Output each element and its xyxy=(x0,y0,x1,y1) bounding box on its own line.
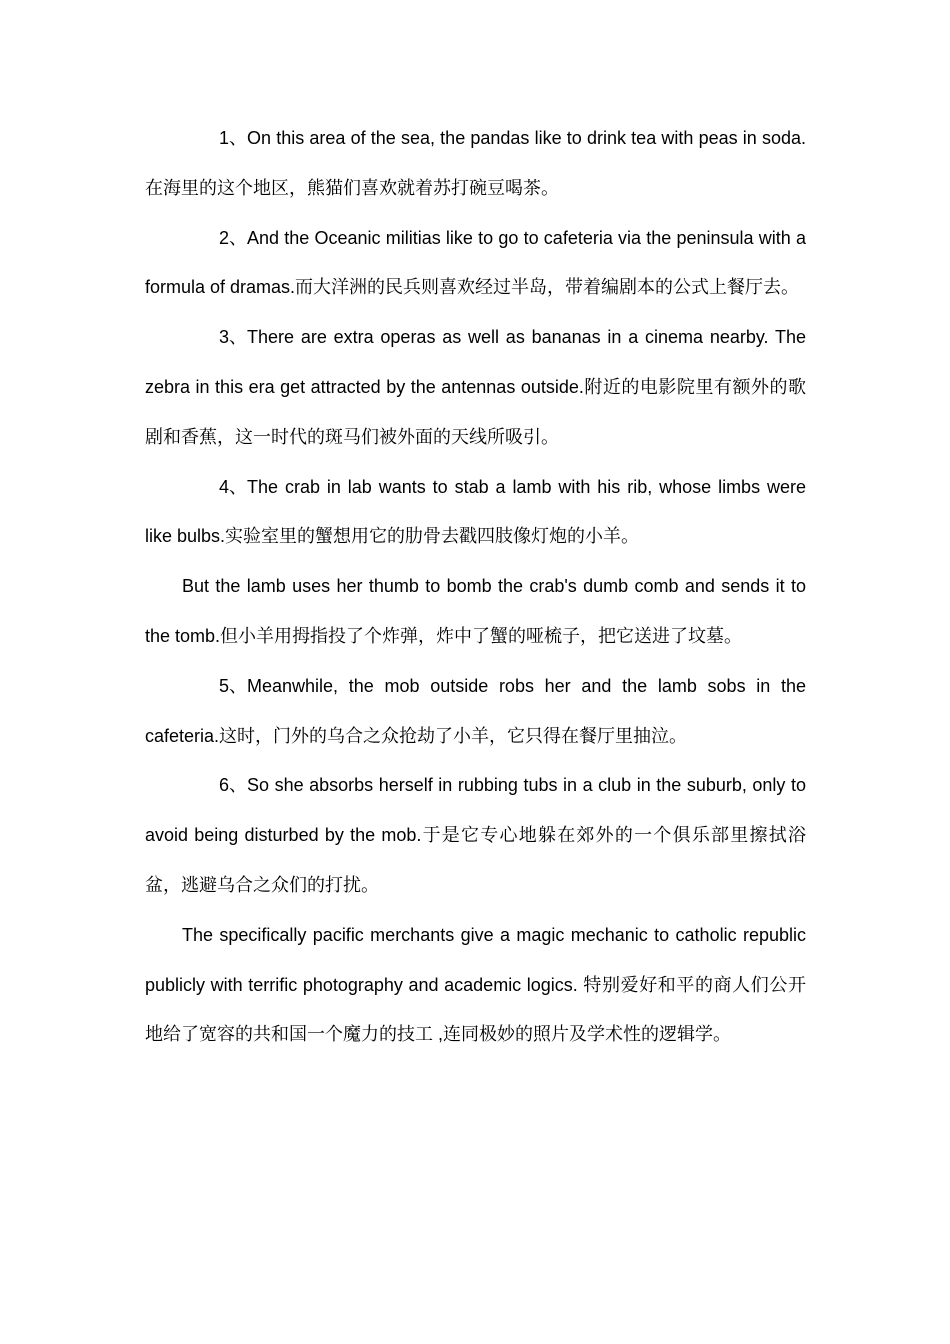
paragraph-text: The crab in lab wants to stab a lamb with his rib, whose limbs were like bulbs.实验室里的蟹想用它的肋骨去戳四肢像灯炮的小羊。 xyxy=(145,476,806,547)
paragraph-4 xyxy=(145,463,806,563)
paragraph-4-continued xyxy=(145,562,806,662)
paragraph-text: Meanwhile, the mob outside robs her and the lamb sobs in the cafeteria.这时，门外的乌合之众抢劫了小羊，它只得在餐厅里抽泣。 xyxy=(145,675,806,746)
paragraph-number: 1、 xyxy=(219,128,248,148)
paragraph-number: 5、 xyxy=(219,675,248,696)
paragraph-2 xyxy=(145,214,806,314)
paragraph-text: There are extra operas as well as bananas in a cinema nearby. The zebra in this era get attracted by the antennas outside.附近的电影院里有额外的歌剧和香蕉，这一时代的斑马们被外面的天线所吸引。 xyxy=(145,327,806,447)
paragraph-number: 2、 xyxy=(219,227,248,248)
paragraph-text: But the lamb uses her thumb to bomb the crab's dumb comb and sends it to the tomb.但小羊用拇指投了个炸弹，炸中了蟹的哑梳子，把它送进了坟墓。 xyxy=(145,576,806,646)
paragraph-number: 3、 xyxy=(219,327,248,348)
paragraph-5 xyxy=(145,662,806,762)
paragraph-closing xyxy=(145,911,806,1060)
paragraph-number: 4、 xyxy=(219,476,248,497)
paragraph-1 xyxy=(145,114,806,214)
paragraph-3 xyxy=(145,313,806,462)
document-body xyxy=(145,114,806,1060)
paragraph-6 xyxy=(145,761,806,910)
paragraph-number: 6、 xyxy=(219,775,248,796)
paragraph-text: And the Oceanic militias like to go to cafeteria via the peninsula with a formula of dramas.而大洋洲的民兵则喜欢经过半岛，带着编剧本的公式上餐厅去。 xyxy=(145,227,806,298)
paragraph-text: So she absorbs herself in rubbing tubs in a club in the suburb, only to avoid being disturbed by the mob.于是它专心地躲在郊外的一个俱乐部里擦拭浴盆，逃避乌合之众们的打扰。 xyxy=(145,775,806,895)
paragraph-text: The specifically pacific merchants give a magic mechanic to catholic republic publicly with terrific photography and academic logics. 特别爱好和平的商人们公开地给了宽容的共和国一个魔力的技工 ,连同极妙的照片及学术性的逻辑学。 xyxy=(145,924,806,1045)
paragraph-text: On this area of the sea, the pandas like to drink tea with peas in soda.在海里的这个地区，熊猫们喜欢就着苏打碗豆喝茶。 xyxy=(145,128,806,198)
